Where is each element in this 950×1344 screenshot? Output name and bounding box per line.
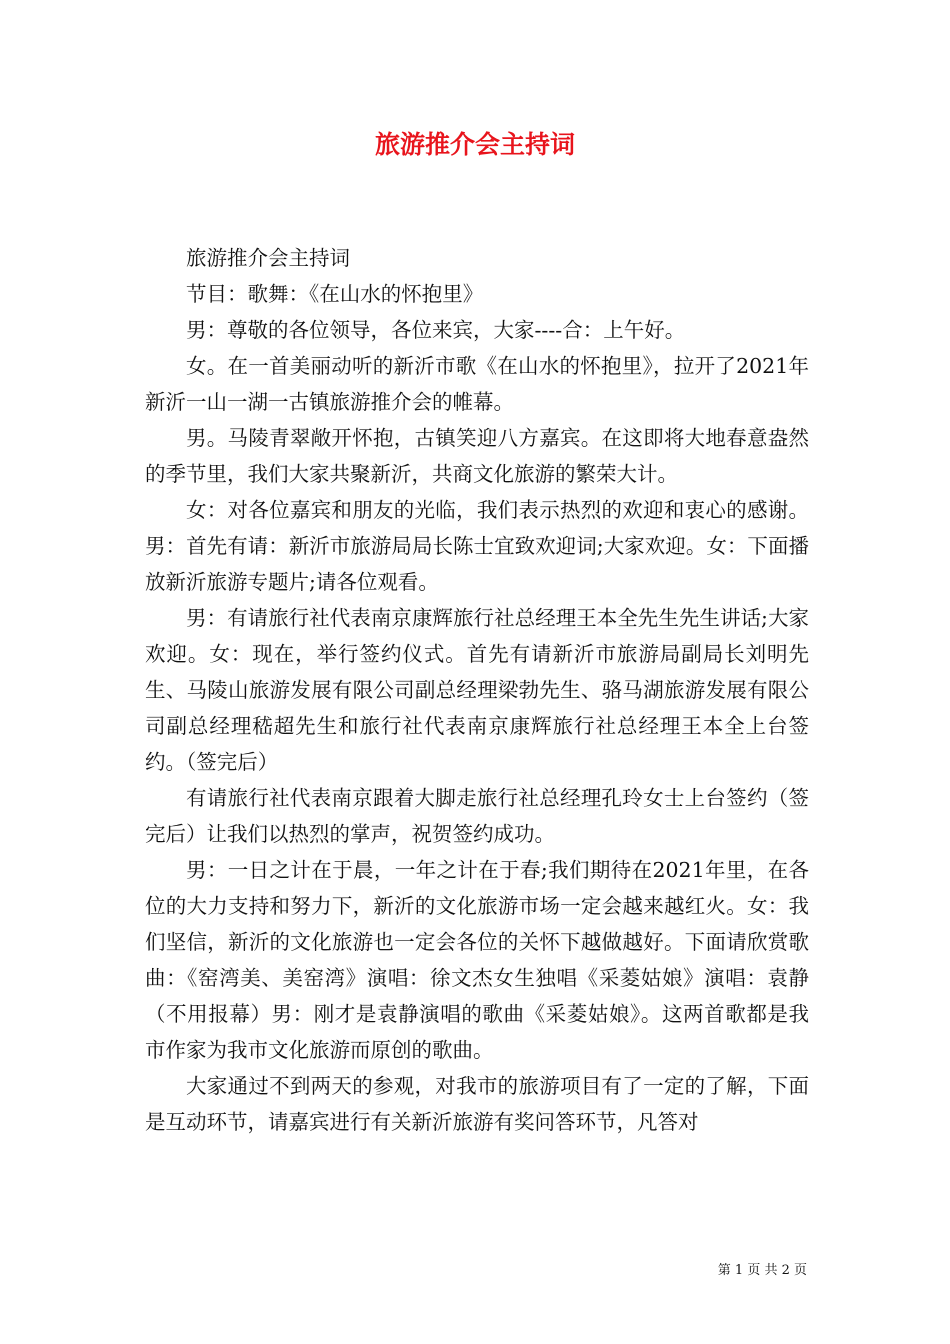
page-number: 第 1 页 共 2 页 [717,1263,807,1278]
document-title: 旅游推介会主持词 [374,130,575,159]
paragraph-program: 节目：歌舞：《在山水的怀抱里》 [186,282,484,306]
paragraph: 大家通过不到两天的参观，对我市的旅游项目有了一定的了解，下面是互动环节，请嘉宾进行有关新沂旅游有奖问答环节，凡答对 [145,1074,809,1134]
paragraph: 女。在一首美丽动听的新沂市歌《在山水的怀抱里》，拉开了2021年新沂一山一湖一古镇旅游推介会的帷幕。 [145,354,809,414]
paragraph: 男：一日之计在于晨，一年之计在于春;我们期待在2021年里，在各位的大力支持和努力下，新沂的文化旅游市场一定会越来越红火。女：我们坚信，新沂的文化旅游也一定会各位的关怀下越做越好。下面请欣赏歌曲：《窑湾美、美窑湾》演唱：徐文杰女生独唱《采菱姑娘》演唱：袁静（不用报幕）男：刚才是袁静演唱的歌曲《采菱姑娘》。这两首歌都是我市作家为我市文化旅游而原创的歌曲。 [145,858,809,1062]
document-body [145,240,809,1140]
paragraph: 女：对各位嘉宾和朋友的光临，我们表示热烈的欢迎和衷心的感谢。男：首先有请：新沂市旅游局局长陈士宜致欢迎词;大家欢迎。女：下面播放新沂旅游专题片;请各位观看。 [145,498,809,594]
paragraph-subtitle: 旅游推介会主持词 [186,246,350,270]
paragraph: 男：有请旅行社代表南京康辉旅行社总经理王本全先生先生讲话;大家欢迎。女：现在，举行签约仪式。首先有请新沂市旅游局副局长刘明先生、马陵山旅游发展有限公司副总经理梁勃先生、骆马湖旅游发展有限公司副总经理嵇超先生和旅行社代表南京康辉旅行社总经理王本全上台签约。（签完后） [145,606,809,774]
paragraph: 男：尊敬的各位领导，各位来宾，大家----合：上午好。 [186,318,686,342]
paragraph: 有请旅行社代表南京跟着大脚走旅行社总经理孔玲女士上台签约（签完后）让我们以热烈的掌声，祝贺签约成功。 [145,786,809,846]
paragraph: 男。马陵青翠敞开怀抱，古镇笑迎八方嘉宾。在这即将大地春意盎然的季节里，我们大家共聚新沂，共商文化旅游的繁荣大计。 [145,426,809,486]
